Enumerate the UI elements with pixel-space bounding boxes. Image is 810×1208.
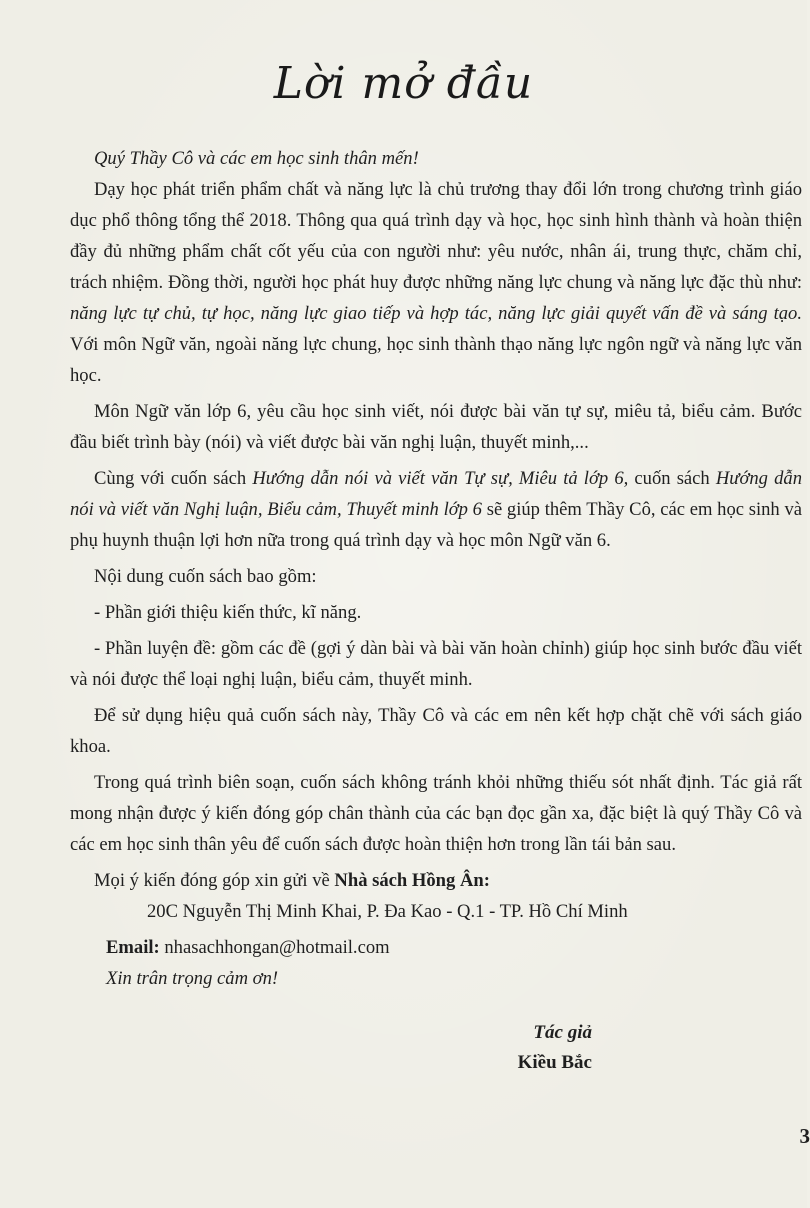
book-title-2: Hướng dẫn nói và viết văn Nghị luận, Biểu cảm, Thuyết minh lớp 6 bbox=[70, 468, 802, 520]
paragraph-3-text-c: sẽ giúp thêm Thầy Cô, các em học sinh và phụ huynh thuận lợi hơn nữa trong quá trình dạy và học môn Ngữ văn 6. bbox=[70, 499, 803, 551]
paragraph-1-competencies: năng lực tự chủ, tự học, năng lực giao tiếp và hợp tác, năng lực giải quyết vấn đề và sáng tạo. bbox=[70, 303, 802, 324]
publisher-address: 20C Nguyễn Thị Minh Khai, P. Đa Kao - Q.1 - TP. Hồ Chí Minh bbox=[147, 901, 628, 922]
paragraph-3 bbox=[70, 463, 802, 556]
book-title-1: Hướng dẫn nói và viết văn Tự sự, Miêu tả lớp 6, bbox=[252, 468, 629, 489]
paragraph-2: Môn Ngữ văn lớp 6, yêu cầu học sinh viết, nói được bài văn tự sự, miêu tả, biểu cảm. Bước đầu biết trình bày (nói) và viết được bài văn nghị luận, thuyết minh,... bbox=[70, 401, 802, 453]
email-line bbox=[70, 932, 802, 963]
paragraph-1 bbox=[70, 174, 802, 391]
email-label: Email: bbox=[106, 937, 160, 958]
preface-body bbox=[70, 143, 802, 999]
paragraph-5: Trong quá trình biên soạn, cuốn sách không tránh khỏi những thiếu sót nhất định. Tác giả rất mong nhận được ý kiến đóng góp chân thành của các bạn đọc gần xa, đặc biệt là quý Thầy Cô và các em học sinh thân yêu để cuốn sách được hoàn thiện hơn trong lần tái bản sau. bbox=[70, 772, 802, 855]
email-address: nhasachhongan@hotmail.com bbox=[159, 937, 390, 958]
signature-name: Kiều Bắc bbox=[517, 1052, 592, 1073]
paragraph-1-text-b: Với môn Ngữ văn, ngoài năng lực chung, học sinh thành thạo năng lực ngôn ngữ và năng lực văn học. bbox=[70, 334, 802, 386]
page-number: 3 bbox=[799, 1124, 810, 1148]
paragraph-1-text-a: Dạy học phát triển phẩm chất và năng lực là chủ trương thay đổi lớn trong chương trình giáo dục phổ thông tổng thể 2018. Thông qua quá trình dạy và học, học sinh hình thành và hoàn thiện đầy đủ những phẩm chất cốt yếu của con người như: yêu nước, nhân ái, trung thực, chăm chỉ, trách nhiệm. Đồng thời, người học phát huy được những năng lực chung và năng lực đặc thù như: bbox=[70, 179, 802, 293]
contents-item-2: - Phần luyện đề: gồm các đề (gợi ý dàn bài và bài văn hoàn chỉnh) giúp học sinh bước đầu viết và nói được thể loại nghị luận, biểu cảm, thuyết minh. bbox=[70, 638, 802, 690]
feedback-line bbox=[70, 865, 802, 896]
page-title: Lời mở đầu bbox=[273, 58, 534, 109]
publisher-name: Nhà sách Hồng Ân: bbox=[334, 870, 490, 891]
paragraph-4: Để sử dụng hiệu quả cuốn sách này, Thầy Cô và các em nên kết hợp chặt chẽ với sách giáo khoa. bbox=[70, 705, 802, 757]
paragraph-3-text-b: cuốn sách bbox=[628, 468, 716, 489]
contents-intro: Nội dung cuốn sách bao gồm: bbox=[94, 566, 317, 587]
contents-item-1: - Phần giới thiệu kiến thức, kĩ năng. bbox=[94, 602, 362, 623]
thanks-line: Xin trân trọng cảm ơn! bbox=[106, 968, 279, 989]
feedback-text: Mọi ý kiến đóng góp xin gửi về bbox=[94, 870, 335, 891]
signature-role: Tác giả bbox=[533, 1022, 592, 1043]
paragraph-3-text-a: Cùng với cuốn sách bbox=[94, 468, 253, 489]
greeting: Quý Thầy Cô và các em học sinh thân mến! bbox=[94, 148, 419, 169]
